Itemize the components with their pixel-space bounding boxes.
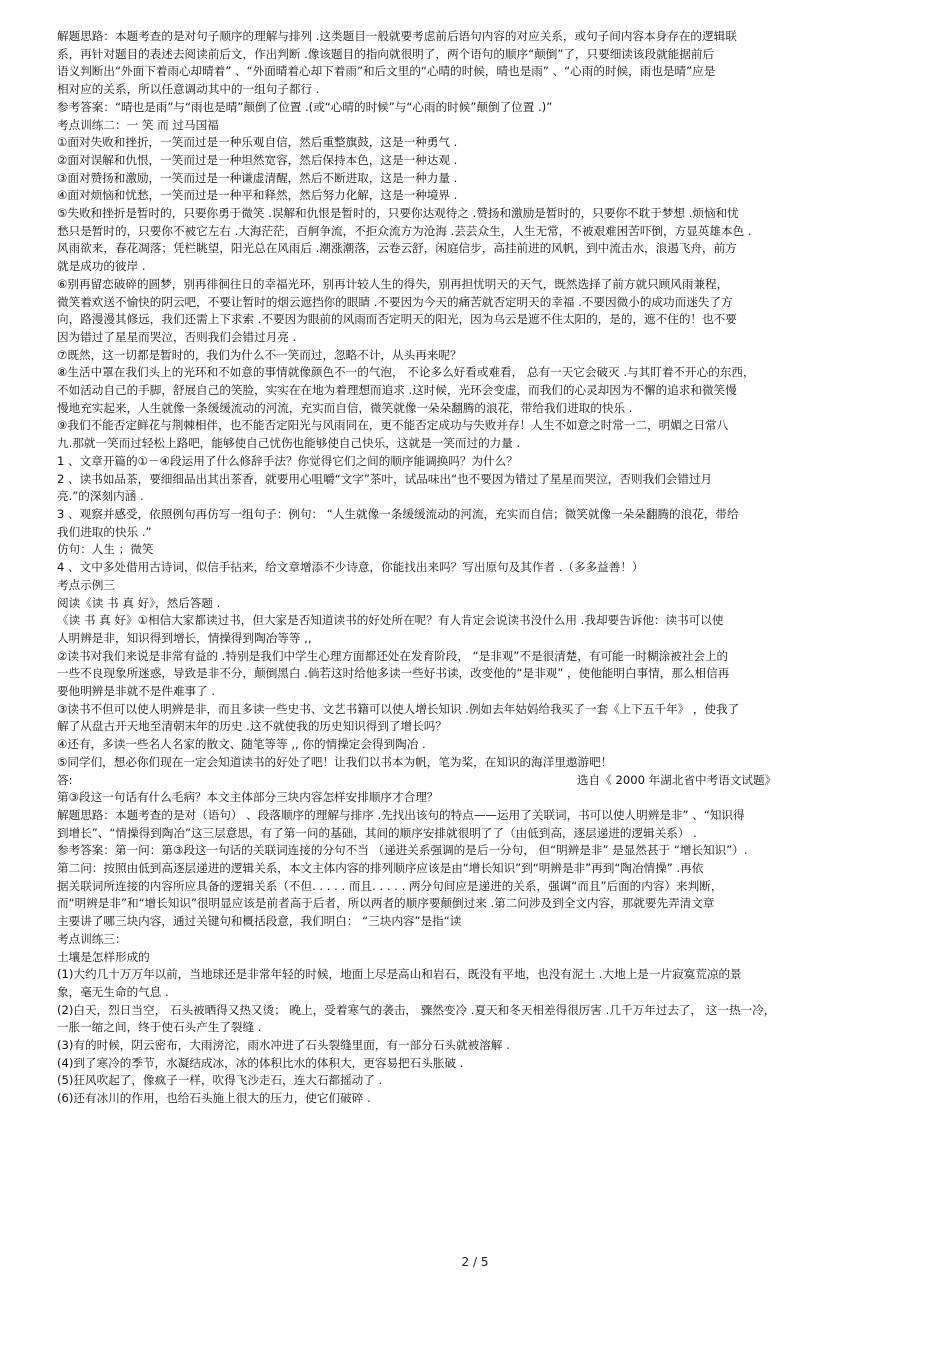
text-line: 第③段这一句话有什么毛病？本文主体部分三块内容怎样安排顺序才合理？ (57, 790, 439, 805)
text-line: 要他明辨是非就不是件难事了 . (57, 684, 216, 699)
source-note: 选自《 2000 年湖北省中考语文试题》 (577, 772, 777, 787)
text-line: 1 、文章开篇的①－④段运用了什么修辞手法？你觉得它们之间的顺序能调换吗？为什么？ (57, 453, 518, 468)
text-line: 阅读《读 书 真 好》，然后答题 . (57, 595, 221, 610)
text-line: 我们进取的快乐 .” (57, 524, 152, 539)
text-line: (5)狂风吹起了，像疯子一样，吹得飞沙走石，连大石都摇动了 . (57, 1073, 383, 1088)
text-line: 《读 书 真 好》①相信大家都读过书，但大家是否知道读书的好处所在呢？有人肯定会说读书没什么用 .我却要告诉他：读书可以使 (57, 613, 724, 628)
text-line: 解题思路：本题考查的是对句子顺序的理解与排列 .这类题目一般就要考虑前后语句内容的对应关系，或句子间内容本身存在的逻辑联 (57, 29, 737, 43)
text-line: 不如活动自己的手脚，舒展自己的笑脸，实实在在地为着理想而追求 .这时候，光环会变虚，而我们的心灵却因为不懈的追求和微笑慢 (57, 383, 737, 398)
text-line: ⑥别再留恋破碎的圆梦，别再徘徊往日的幸福光环，别再计较人生的得失，别再担忧明天的天气，既然选择了前方就只顾风雨兼程， (57, 276, 729, 291)
text-line: 而“明辨是非”和“增长知识”很明显应该是前者高于后者，所以两者的顺序要颠倒过来 .第二问涉及到全文内容，那就要先弄清文章 (57, 896, 715, 911)
text-line: (6)还有冰川的作用，也给石头施上很大的压力，使它们破碎 . (57, 1091, 371, 1106)
text-line: 向，路漫漫其修远，我们还需上下求索 .不要因为眼前的风雨而否定明天的阳光，因为乌云是遮不住太阳的，是的，遮不住的！也不要 (57, 312, 737, 327)
text-line: 就是成功的彼岸 . (57, 259, 146, 274)
text-line: ⑧生活中罩在我们头上的光环和不如意的事情就像颜色不一的气泡， 不论多么好看或难看， 总有一天它会破灭 .与其盯着不开心的东西， (57, 365, 755, 380)
text-line: ②面对误解和仇恨，一笑而过是一种坦然宽容，然后保持本色，这是一种达观 . (57, 152, 458, 167)
text-line: (3)有的时候，阴云密布，大雨滂沱，雨水冲进了石头裂缝里面，有一部分石头就被溶解 . (57, 1038, 510, 1053)
text-line: ③读书不但可以使人明辨是非，而且多读一些史书、文艺书籍可以使人增长知识 .例如去年姑妈给我买了一套《上下五千年》 ，使我了 (57, 701, 740, 716)
text-line: ④面对烦恼和忧愁，一笑而过是一种平和释然，然后努力化解，这是一种境界 . (57, 188, 458, 203)
text-line: 2 、读书如品茶，要细细品出其出茶香，就要用心咀嚼“文字”茶叶，试品味出“也不要因为错过了星星而哭泣，否则我们会错过月 (57, 471, 713, 486)
text-line: 相对应的关系，所以任意调动其中的一组句子都行 . (57, 82, 320, 97)
text-line: 到增长”、“情操得到陶冶”这三层意思，有了第一问的基础，其间的顺序安排就很明了了（由低到高，逐层递进的逻辑关系） . (57, 825, 697, 840)
text-line: 九.那就一笑而过轻松上路吧，能够使自己忧伤也能够使自己快乐，这就是一笑而过的力量 . (57, 436, 521, 451)
answer-source-row (57, 772, 897, 790)
text-line: 微笑着欢送不愉快的阴云吧，不要让暂时的烟云遮挡你的眼睛 .不要因为今天的痛苦就否定明天的幸福 .不要因微小的成功而迷失了方 (57, 294, 733, 309)
text-line: 仿句：人生 ；微笑 (57, 542, 154, 557)
text-line: 土壤是怎样形成的 (57, 949, 150, 964)
text-line: ③面对赞扬和激励，一笑而过是一种谦虚清醒，然后不断进取，这是一种力量 . (57, 170, 458, 185)
text-line: 系，再针对题目的表述去阅读前后文，作出判断 .像该题目的指向就很明了，两个语句的顺序“颠倒”了，只要细读该段就能据前后 (57, 46, 715, 61)
answer-label: 答: (57, 772, 73, 787)
text-line: 语义判断出“外面下着雨心却晴着” 、“外面晴着心却下着雨”和后文里的“心晴的时候，晴也是雨” 、“心雨的时候，雨也是晴”应是 (57, 64, 716, 79)
text-line: 主要讲了哪三块内容，通过关键句和概括段意，我们明白： “三块内容”是指“读 (57, 914, 462, 929)
text-line: 因为错过了星星而哭泣，否则我们会错过月亮 . (57, 329, 297, 344)
text-line: 人明辨是非，知识得到增长，情操得到陶冶等等 ,, (57, 630, 312, 645)
text-line: 考点训练二：一 笑 而 过马国福 (57, 117, 219, 132)
text-line: 3 、观察并感受，依照例句再仿写一组句子：例句： “人生就像一条缓缓流动的河流，充实而自信；微笑就像一朵朵翻腾的浪花，带给 (57, 506, 739, 521)
text-line: 据关联词所连接的内容所应具备的逻辑关系（不但. . . . . 而且. . . . . 两分句间应是递进的关系，强调“而且”后面的内容）来判断， (57, 878, 723, 893)
text-line: 4 、文中多处借用古诗词，似信手拈来，给文章增添不少诗意，你能找出来吗？写出原句及其作者 .（多多益善！） (57, 560, 644, 575)
text-line: ①面对失败和挫折，一笑而过是一种乐观自信，然后重整旗鼓，这是一种勇气 . (57, 135, 458, 150)
text-line: 风雨欲来，春花凋落；凭栏眺望，阳光总在风雨后 .潮涨潮落，云卷云舒，闲庭信步，高挂前进的风帆，到中流击水，浪遏飞舟，前方 (57, 241, 737, 256)
text-line: 一胀一缩之间，终于使石头产生了裂缝 . (57, 1020, 262, 1035)
text-line: (2)白天，烈日当空， 石头被晒得又热又烫； 晚上，受着寒气的袭击， 骤然变冷 .夏天和冬天相差得很厉害 .几千万年过去了， 这一热一冷， (57, 1002, 776, 1017)
text-line: ⑤失败和挫折是暂时的，只要你勇于微笑 .误解和仇恨是暂时的，只要你达观待之 .赞扬和激励是暂时的，只要你不耽于梦想 .烦恼和忧 (57, 206, 739, 221)
text-line: (1)大约几十万万年以前，当地球还是非常年轻的时候，地面上尽是高山和岩石，既没有平地，也没有泥土 .大地上是一片寂寞荒凉的景 (57, 967, 742, 982)
document-body (57, 28, 897, 1108)
text-line: 参考答案：第一问：第③段这一句话的关联词连接的分句不当 （递进关系强调的是后一分句， 但“明辨是非” 是显然甚于 “增长知识”）. (57, 843, 748, 858)
text-line: 参考答案：“晴也是雨”与“雨也是晴”颠倒了位置 .(或“心晴的时候”与“心雨的时候”颠倒了位置 .)” (57, 99, 553, 114)
text-line: 象，毫无生命的气息 . (57, 984, 169, 999)
page-number: 2 / 5 (461, 1255, 489, 1269)
text-line: 解题思路：本题考查的是对（语句） 、段落顺序的理解与排序 .先找出该句的特点——运用了关联词，书可以使人明辨是非” 、“知识得 (57, 807, 745, 822)
text-line: ④还有，多读一些名人名家的散文、随笔等等 ,, 你的情操定会得到陶冶 . (57, 737, 426, 752)
text-line: 考点训练三： (57, 931, 127, 946)
text-line: ⑦既然，这一切都是暂时的，我们为什么不一笑而过，忽略不计，从头再来呢？ (57, 347, 462, 362)
text-line: ⑨我们不能否定鲜花与荆棘相伴，也不能否定阳光与风雨同在，更不能否定成功与失败并存！人生不如意之时常一二，明媚之日常八 (57, 418, 729, 433)
text-line: 第二问：按照由低到高逐层递进的逻辑关系，本文主体内容的排列顺序应该是由“增长知识”到“明辨是非”再到“陶冶情操” .再依 (57, 861, 704, 876)
text-line: ⑤同学们，想必你们现在一定会知道读书的好处了吧！让我们以书本为帆，笔为桨，在知识的海洋里遨游吧！ (57, 754, 613, 769)
text-line: 解了从盘古开天地至清朝末年的历史 .这不就使我的历史知识得到了增长吗？ (57, 719, 447, 734)
text-line: 慢地充实起来，人生就像一条缓缓流动的河流，充实而自信，微笑就像一朵朵翻腾的浪花，带给我们进取的快乐 . (57, 400, 633, 415)
text-line: (4)到了寒冷的季节，水凝结成冰，冰的体积比水的体积大，更容易把石头胀破 . (57, 1055, 464, 1070)
text-line: 一些不良现象所迷惑，导致是非不分，颠倒黑白 .倘若这时给他多读一些好书读，改变他的“是非观” ，使他能明白事情，那么相信再 (57, 666, 730, 681)
text-line: 考点示例三 (57, 577, 115, 592)
text-line: 亮.”的深刻内涵 . (57, 489, 144, 504)
text-line: ②读书对我们来说是非常有益的 .特别是我们中学生心理方面都还处在发育阶段， “是非观”不是很清楚，有可能一时糊涂被社会上的 (57, 648, 729, 663)
text-line: 愁只是暂时的，只要你不被它左右 .大海茫茫，百舸争流，不拒众流方为沧海 .芸芸众生，人生无常，不被艰难困苦吓倒，方显英雄本色 . (57, 223, 752, 238)
